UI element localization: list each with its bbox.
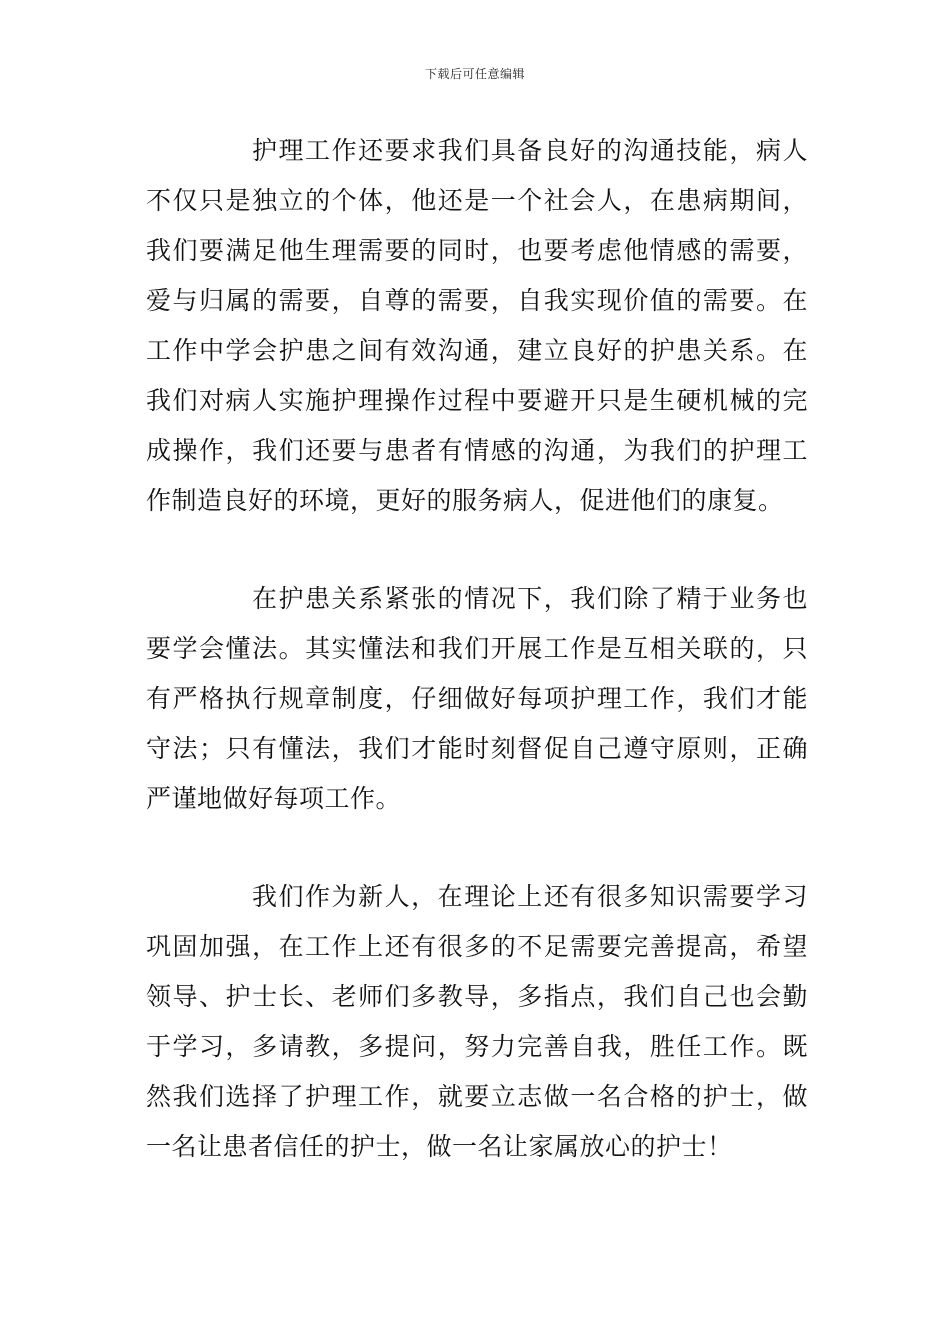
text-line: 不仅只是独立的个体，他还是一个社会人，在患病期间， [146, 186, 808, 215]
text-line: 然我们选择了护理工作，就要立志做一名合格的护士，做 [146, 1082, 808, 1111]
text-line: 一名让患者信任的护士，做一名让家属放心的护士！ [146, 1132, 733, 1161]
text-line: 工作中学会护患之间有效沟通，建立良好的护患关系。在 [146, 336, 808, 365]
page-header: 下载后可任意编辑 [424, 67, 525, 81]
text-line: 有严格执行规章制度，仔细做好每项护理工作，我们才能 [146, 684, 808, 713]
text-line: 我们对病人实施护理操作过程中要避开只是生硬机械的完 [146, 386, 808, 415]
text-line: 巩固加强，在工作上还有很多的不足需要完善提高，希望 [146, 932, 808, 961]
text-line: 作制造良好的环境，更好的服务病人，促进他们的康复。 [146, 486, 784, 515]
text-line: 领导、护士长、老师们多教导，多指点，我们自己也会勤 [146, 982, 808, 1011]
text-line: 护理工作还要求我们具备良好的沟通技能，病人 [252, 136, 808, 165]
paragraph-newcomer [146, 872, 808, 1172]
text-line: 爱与归属的需要，自尊的需要，自我实现价值的需要。在 [146, 286, 808, 315]
text-line: 严谨地做好每项工作。 [146, 784, 402, 813]
text-line: 我们作为新人，在理论上还有很多知识需要学习 [252, 882, 808, 911]
text-line: 成操作，我们还要与患者有情感的沟通，为我们的护理工 [146, 436, 808, 465]
text-line: 我们要满足他生理需要的同时，也要考虑他情感的需要， [146, 236, 808, 265]
text-line: 于学习，多请教，多提问，努力完善自我，胜任工作。既 [146, 1032, 808, 1061]
text-line: 要学会懂法。其实懂法和我们开展工作是互相关联的，只 [146, 634, 808, 663]
text-line: 在护患关系紧张的情况下，我们除了精于业务也 [252, 584, 808, 613]
text-line: 守法；只有懂法，我们才能时刻督促自己遵守原则，正确 [146, 734, 808, 763]
paragraph-communication [146, 126, 808, 526]
paragraph-law [146, 574, 808, 824]
